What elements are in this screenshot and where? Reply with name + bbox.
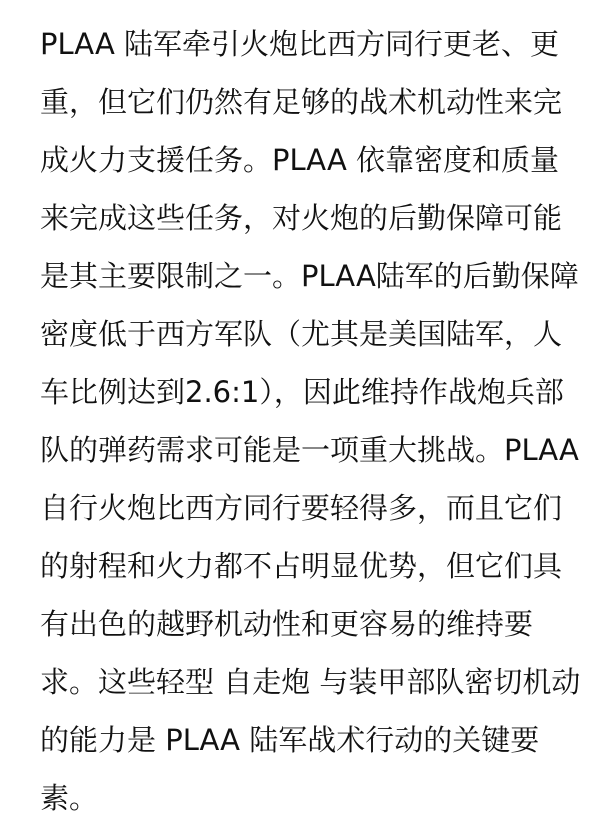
text-line-1: PLAA 陆军牵引火炮比西方同行更老、更 (40, 27, 560, 61)
text-line-13: 的能力是 PLAA 陆军战术行动的关键要 (40, 723, 540, 757)
text-line-11: 有出色的越野机动性和更容易的维持要 (40, 607, 534, 641)
text-line-7: 车比例达到2.6:1），因此维持作战炮兵部 (40, 375, 564, 409)
text-line-2: 重，但它们仍然有足够的战术机动性来完 (40, 85, 563, 119)
text-line-3: 成火力支援任务。PLAA 依靠密度和质量 (40, 143, 560, 177)
text-line-6: 密度低于西方军队（尤其是美国陆军，人 (40, 317, 563, 351)
text-line-14: 素。 (40, 781, 99, 815)
text-line-12: 求。这些轻型 自走炮 与装甲部队密切机动 (40, 665, 581, 699)
text-line-5: 是其主要限制之一。PLAA陆军的后勤保障 (40, 259, 579, 293)
text-line-8: 队的弹药需求可能是一项重大挑战。PLAA (40, 433, 579, 467)
text-line-4: 来完成这些任务，对火炮的后勤保障可能 (40, 201, 563, 235)
text-line-9: 自行火炮比西方同行要轻得多，而且它们 (40, 491, 563, 525)
text-line-10: 的射程和火力都不占明显优势，但它们具 (40, 549, 563, 583)
